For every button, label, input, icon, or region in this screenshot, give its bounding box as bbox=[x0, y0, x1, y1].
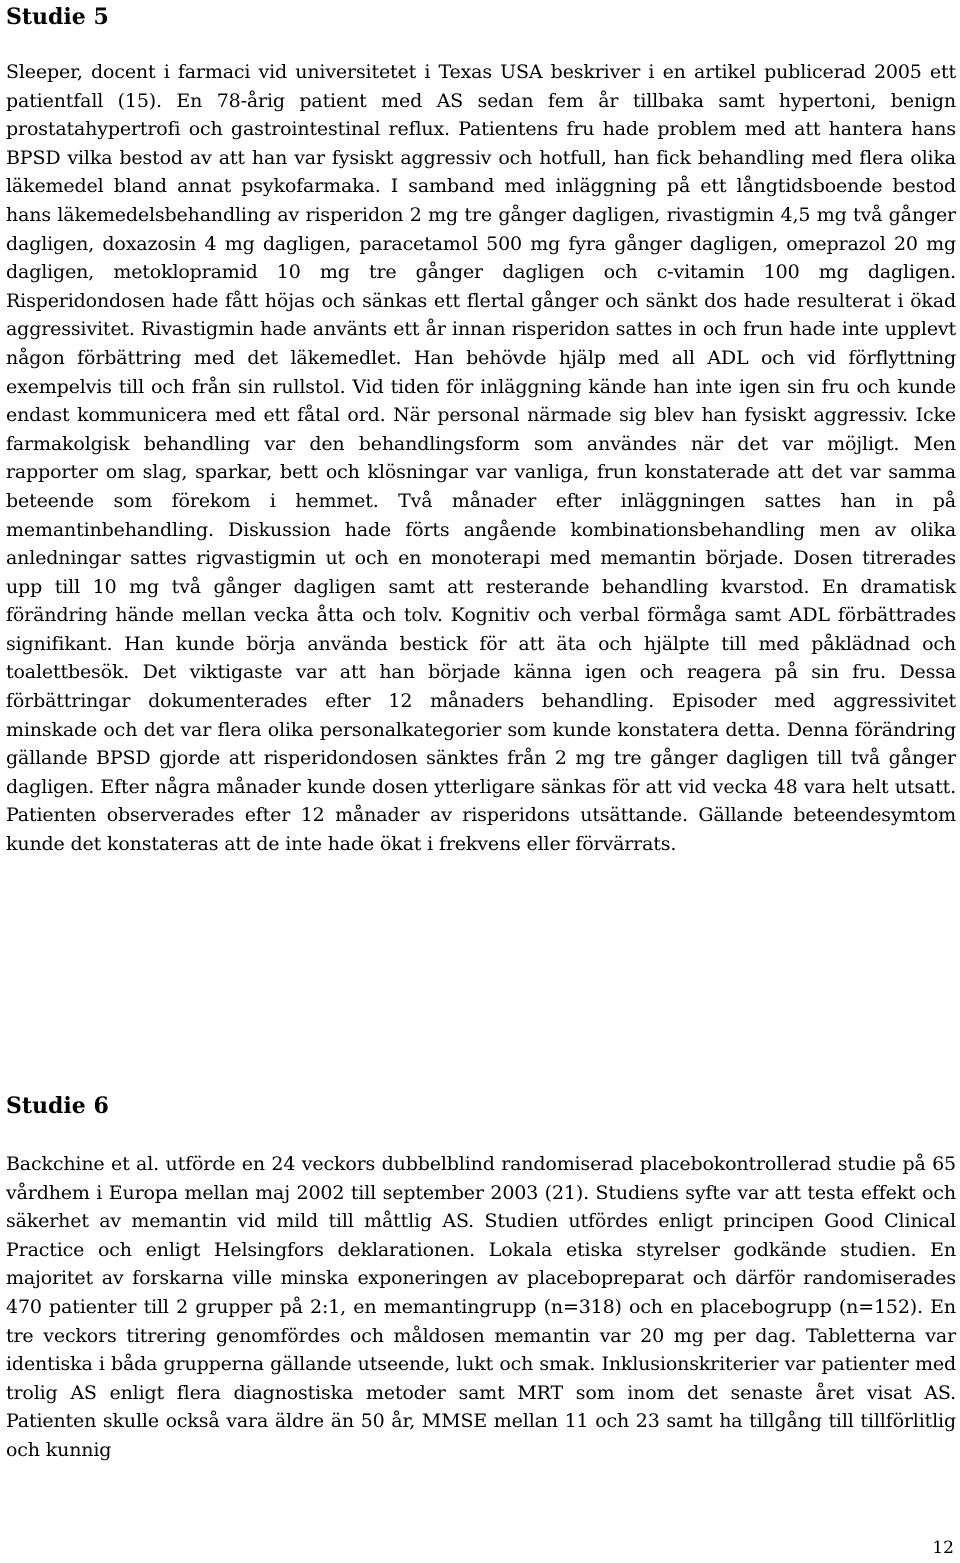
section-heading-studie-5: Studie 5 bbox=[6, 4, 109, 30]
section-heading-studie-6: Studie 6 bbox=[6, 1093, 109, 1119]
page-number: 12 bbox=[932, 1538, 954, 1558]
section-body-studie-6: Backchine et al. utförde en 24 veckors dubbelblind randomiserad placebokontrollerad studie på 65 vårdhem i Europa mellan maj 2002 till september 2003 (21). Studiens syfte var att testa effekt och säkerhet av memantin vid mild till måttlig AS. Studien utfördes enligt principen Good Clinical Practice och enligt Helsingfors deklarationen. Lokala etiska styrelser godkände studien. En majoritet av forskarna ville minska exponeringen av placebopreparat och därför randomiserades 470 patienter till 2 grupper på 2:1, en memantingrupp (n=318) och en placebogrupp (n=152). En tre veckors titrering genomfördes och måldosen memantin var 20 mg per dag. Tabletterna var identiska i båda grupperna gällande utseende, lukt och smak. Inklusionskriterier var patienter med trolig AS enligt flera diagnostiska metoder samt MRT som inom det senaste året visat AS. Patienten skulle också vara äldre än 50 år, MMSE mellan 11 och 23 samt ha tillgång till tillförlitlig och kunnig bbox=[6, 1153, 956, 1461]
section-body-studie-5: Sleeper, docent i farmaci vid universitetet i Texas USA beskriver i en artikel publicerad 2005 ett patientfall (15). En 78-årig patient med AS sedan fem år tillbaka samt hypertoni, benign prostatahypertrofi och gastrointestinal reflux. Patientens fru hade problem med att hantera hans BPSD vilka bestod av att han var fysiskt aggressiv och hotfull, han fick behandling med flera olika läkemedel bland annat psykofarmaka. I samband med inläggning på ett långtidsboende bestod hans läkemedelsbehandling av risperidon 2 mg tre gånger dagligen, rivastigmin 4,5 mg två gånger dagligen, doxazosin 4 mg dagligen, paracetamol 500 mg fyra gånger dagligen, omeprazol 20 mg dagligen, metoklopramid 10 mg tre gånger dagligen och c-vitamin 100 mg dagligen. Risperidondosen hade fått höjas och sänkas ett flertal gånger och sänkt dos hade resulterat i ökad aggressivitet. Rivastigmin hade använts ett år innan risperidon sattes in och frun hade inte upplevt någon förbättring med det läkemedlet. Han behövde hjälp med all ADL och vid förflyttning exempelvis till och från sin rullstol. Vid tiden för inläggning kände han inte igen sin fru och kunde endast kommunicera med ett fåtal ord. När personal närmade sig blev han fysiskt aggressiv. Icke farmakolgisk behandling var den behandlingsform som användes när det var möjligt. Men rapporter om slag, sparkar, bett och klösningar var vanliga, frun konstaterade att det var samma beteende som förekom i hemmet. Två månader efter inläggningen sattes han in på memantinbehandling. Diskussion hade förts angående kombinationsbehandling men av olika anledningar sattes rigvastigmin ut och en monoterapi med memantin började. Dosen titrerades upp till 10 mg två gånger dagligen samt att resterande behandling kvarstod. En dramatisk förändring hände mellan vecka åtta och tolv. Kognitiv och verbal förmåga samt ADL förbättrades signifikant. Han kunde börja använda bestick för att äta och hjälpte till med påklädnad och toalettbesök. Det viktigaste var att han började känna igen och reagera på sin fru. Dessa förbättringar dokumenterades efter 12 månaders behandling. Episoder med aggressivitet minskade och det var flera olika personalkategorier som kunde konstatera detta. Denna förändring gällande BPSD gjorde att risperidondosen sänktes från 2 mg tre gånger dagligen till två gånger dagligen. Efter några månader kunde dosen ytterligare sänkas för att vid vecka 48 vara helt utsatt. Patienten observerades efter 12 månader av risperidons utsättande. Gällande beteendesymtom kunde det konstateras att de inte hade ökat i frekvens eller förvärrats. bbox=[6, 61, 956, 856]
